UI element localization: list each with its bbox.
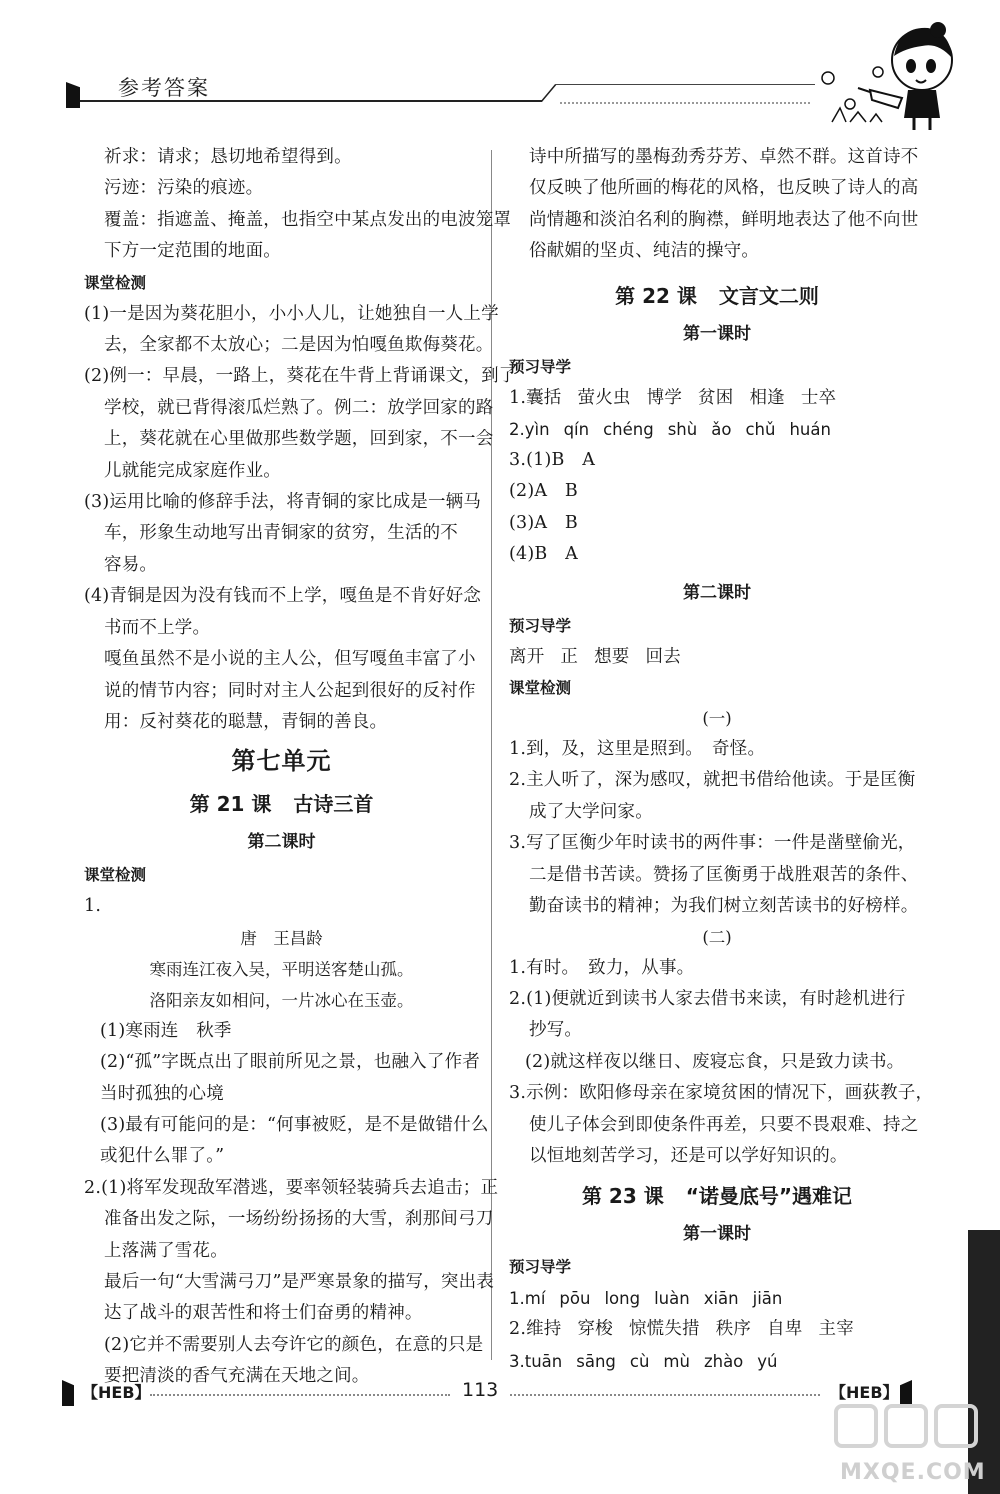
text-line: 最后一句“大雪满弓刀”是严寒景象的描写，突出表 bbox=[104, 1271, 494, 1292]
mascot-girl-illustration bbox=[810, 18, 955, 133]
text-line: 容易。 bbox=[104, 554, 158, 575]
part-label: (一) bbox=[702, 709, 732, 729]
footer-dots-right bbox=[510, 1394, 820, 1396]
text-line: 诗中所描写的墨梅劲秀芬芳、卓然不群。这首诗不 bbox=[529, 147, 919, 167]
footer-tag-right: 【HEB】 bbox=[830, 1383, 899, 1402]
vocab-word: 穿梭 bbox=[577, 1319, 613, 1340]
text-line: 覆盖：指遮盖、掩盖，也指空中某点发出的电波笼罩 bbox=[104, 209, 512, 230]
section-heading: 课堂检测 bbox=[84, 866, 147, 885]
text-line: 书而不上学。 bbox=[104, 617, 211, 638]
session-title: 第二课时 bbox=[683, 582, 751, 603]
lesson-name: 文言文二则 bbox=[718, 283, 819, 308]
lesson-23-title bbox=[509, 1176, 925, 1216]
lesson-name: “诺曼底号”遇难记 bbox=[685, 1184, 853, 1209]
text-line: 1. bbox=[84, 896, 102, 917]
pinyin: shù bbox=[667, 420, 698, 440]
unit-title: 第七单元 bbox=[231, 747, 332, 776]
text-line: 仅反映了他所画的梅花的风格，也反映了诗人的高 bbox=[529, 178, 919, 199]
vocab-word: 主宰 bbox=[818, 1319, 854, 1340]
text-line: 2.(1)便就近到读书人家去借书来读，有时趁机进行 bbox=[509, 988, 906, 1009]
header-rule-slant bbox=[540, 84, 585, 102]
watermark-text: MXQE.COM bbox=[840, 1460, 986, 1485]
pinyin: jiān bbox=[752, 1289, 783, 1309]
item-number: 2. bbox=[509, 1319, 527, 1340]
pinyin: cù bbox=[629, 1351, 650, 1371]
session-title: 第一课时 bbox=[683, 1224, 751, 1245]
lesson-22-title bbox=[509, 276, 925, 316]
section-heading: 课堂检测 bbox=[509, 679, 572, 698]
text-line: 1.有时。 致力，从事。 bbox=[509, 957, 695, 978]
vocab-line bbox=[509, 1314, 925, 1345]
text-line: (3)最有可能问的是：“何事被贬，是不是做错什么 bbox=[100, 1114, 489, 1135]
text-line: 2.(1)将军发现敌军潜逃，要率领轻装骑兵去追击；正 bbox=[84, 1177, 499, 1198]
text-line: 成了大学问家。 bbox=[529, 801, 653, 822]
item-number: 3. bbox=[509, 1351, 525, 1371]
lesson-number: 第 21 课 bbox=[189, 792, 272, 817]
poem-author: 唐 王昌龄 bbox=[240, 928, 323, 948]
text-line: (3)运用比喻的修辞手法，将青铜的家比成是一辆马 bbox=[84, 492, 482, 513]
text-line: 3.示例：欧阳修母亲在家境贫困的情况下，画荻教子， bbox=[509, 1083, 934, 1104]
text-line: 下方一定范围的地面。 bbox=[104, 241, 281, 262]
text-line: 达了战斗的艰苦性和将士们奋勇的精神。 bbox=[104, 1303, 423, 1324]
header-rule bbox=[80, 100, 542, 102]
pinyin: sāng bbox=[576, 1351, 616, 1371]
pinyin: chǔ bbox=[745, 420, 776, 440]
vocab-word: 相逢 bbox=[749, 387, 785, 408]
pinyin: zhào bbox=[703, 1351, 744, 1371]
pinyin: xiān bbox=[703, 1289, 739, 1309]
vocab-word: 贫困 bbox=[698, 387, 734, 408]
section-heading: 预习导学 bbox=[509, 1258, 572, 1277]
text-line: 说的情节内容；同时对主人公起到很好的反衬作 bbox=[104, 680, 476, 701]
vocab-word: 博学 bbox=[646, 387, 683, 408]
answer-line: (2)A B bbox=[509, 481, 578, 502]
pinyin: mí bbox=[524, 1289, 546, 1309]
pinyin-line bbox=[509, 1346, 925, 1377]
session-title: 第二课时 bbox=[247, 832, 316, 853]
pinyin: luàn bbox=[654, 1289, 690, 1309]
text-line: 二是借书苦读。赞扬了匡衡勇于战胜艰苦的条件、 bbox=[529, 864, 919, 885]
text-line: (1)一是因为葵花胆小，小小人儿，让她独自一人上学 bbox=[84, 303, 499, 324]
meaning-word: 离开 bbox=[509, 646, 545, 667]
header-title: 参考答案 bbox=[118, 76, 210, 100]
pinyin: yú bbox=[757, 1351, 778, 1371]
header-rule-dotted bbox=[560, 102, 810, 104]
item-number: 2. bbox=[509, 420, 525, 440]
text-line: 污迹：污染的痕迹。 bbox=[104, 178, 264, 199]
text-line: (1)寒雨连 秋季 bbox=[100, 1020, 232, 1041]
pinyin: ǎo bbox=[711, 420, 732, 440]
text-line: 去，全家都不太放心；二是因为怕嘎鱼欺侮葵花。 bbox=[104, 335, 494, 356]
pinyin: yìn bbox=[524, 420, 550, 440]
lesson-name: 古诗三首 bbox=[293, 792, 374, 817]
header-mark bbox=[66, 82, 80, 108]
lesson-number: 第 22 课 bbox=[615, 283, 697, 308]
lesson-21-title bbox=[84, 784, 479, 824]
text-line: 车，形象生动地写出青铜家的贫穷，生活的不 bbox=[104, 523, 458, 544]
text-line: 当时孤独的心境 bbox=[100, 1083, 224, 1104]
text-line: (2)它并不需要别人去夸许它的颜色，在意的只是 bbox=[104, 1334, 484, 1355]
vocab-word: 自卑 bbox=[767, 1319, 803, 1340]
text-line: 要把清淡的香气充满在天地之间。 bbox=[104, 1366, 370, 1387]
answer-line: (3)A B bbox=[509, 512, 578, 533]
pinyin: long bbox=[604, 1289, 641, 1309]
item-number: 1. bbox=[509, 387, 527, 408]
page-number: 113 bbox=[462, 1379, 499, 1401]
vocab-word: 惊慌失措 bbox=[628, 1319, 700, 1340]
text-line: 祈求：请求；恳切地希望得到。 bbox=[104, 147, 352, 167]
part-label: (二) bbox=[702, 927, 732, 947]
vocab-word: 士卒 bbox=[800, 387, 837, 408]
meaning-word: 正 bbox=[560, 646, 579, 667]
section-heading: 课堂检测 bbox=[84, 273, 147, 292]
text-line: 学校，就已背得滚瓜烂熟了。例二：放学回家的路 bbox=[104, 397, 494, 418]
text-line: 2.主人听了，深为感叹，就把书借给他读。于是匡衡 bbox=[509, 770, 916, 791]
meanings-line bbox=[509, 642, 925, 673]
pinyin: huán bbox=[789, 420, 831, 440]
pinyin: chéng bbox=[603, 420, 654, 440]
footer-mark-left bbox=[62, 1380, 74, 1406]
pinyin-line bbox=[509, 414, 925, 445]
text-line: 勤奋读书的精神；为我们树立刻苦读书的好榜样。 bbox=[529, 896, 919, 917]
text-line: 准备出发之际，一场纷纷扬扬的大雪，刹那间弓刀 bbox=[104, 1209, 494, 1230]
text-line: 或犯什么罪了。” bbox=[100, 1146, 225, 1167]
right-column bbox=[509, 142, 934, 1377]
pinyin: tuān bbox=[524, 1351, 563, 1371]
text-line: 上落满了雪花。 bbox=[104, 1240, 228, 1261]
meaning-word: 想要 bbox=[594, 646, 630, 667]
answer-line: (4)B A bbox=[509, 544, 578, 565]
meaning-word: 回去 bbox=[645, 646, 681, 667]
text-line: 上，葵花就在心里做那些数学题，回到家，不一会 bbox=[104, 429, 494, 450]
pinyin: qín bbox=[563, 420, 590, 440]
text-line: 俗献媚的坚贞、纯洁的操守。 bbox=[529, 241, 760, 262]
header-rule-upper bbox=[555, 84, 815, 85]
pinyin: mù bbox=[663, 1351, 690, 1371]
session-title: 第一课时 bbox=[683, 323, 751, 344]
lesson-number: 第 23 课 bbox=[581, 1184, 664, 1209]
item-number: 1. bbox=[509, 1289, 525, 1309]
footer-tag-left: 【HEB】 bbox=[82, 1383, 151, 1402]
vocab-line bbox=[509, 383, 925, 414]
vocab-word: 维持 bbox=[526, 1319, 562, 1340]
text-line: 以恒地刻苦学习，还是可以学好知识的。 bbox=[529, 1145, 848, 1166]
vocab-word: 秩序 bbox=[715, 1319, 752, 1340]
text-line: 3.写了匡衡少年时读书的两件事：一件是凿壁偷光， bbox=[509, 833, 916, 854]
pinyin-line bbox=[509, 1283, 925, 1314]
footer-dots-left bbox=[150, 1394, 450, 1396]
answer-line: 3.(1)B A bbox=[509, 450, 596, 471]
text-line: 儿就能完成家庭作业。 bbox=[104, 460, 281, 481]
section-heading: 预习导学 bbox=[509, 616, 572, 635]
section-heading: 预习导学 bbox=[509, 357, 572, 376]
poem-line: 寒雨连江夜入吴，平明送客楚山孤。 bbox=[149, 959, 414, 979]
poem-line: 洛阳亲友如相问，一片冰心在玉壶。 bbox=[149, 990, 414, 1010]
vocab-word: 萤火虫 bbox=[577, 387, 631, 408]
text-line: 嘎鱼虽然不是小说的主人公，但写嘎鱼丰富了小 bbox=[104, 649, 476, 670]
text-line: 抄写。 bbox=[529, 1020, 583, 1041]
text-line: 使儿子体会到即使条件再差，只要不畏艰难、持之 bbox=[529, 1114, 919, 1135]
text-line: (2)就这样夜以继日、废寝忘食，只是致力读书。 bbox=[525, 1051, 905, 1072]
text-line: 用：反衬葵花的聪慧，青铜的善良。 bbox=[104, 711, 388, 732]
vocab-word: 囊括 bbox=[526, 387, 562, 408]
text-line: 尚情趣和淡泊名利的胸襟，鲜明地表达了他不向世 bbox=[529, 209, 919, 230]
text-line: 1.到，及，这里是照到。 奇怪。 bbox=[509, 739, 766, 760]
pinyin: pōu bbox=[559, 1289, 591, 1309]
text-line: (2)例一：早晨，一路上，葵花在牛背上背诵课文，到了 bbox=[84, 366, 517, 387]
text-line: (4)青铜是因为没有钱而不上学，嘎鱼是不肯好好念 bbox=[84, 586, 482, 607]
text-line: (2)“孤”字既点出了眼前所见之景，也融入了作者 bbox=[100, 1052, 480, 1073]
